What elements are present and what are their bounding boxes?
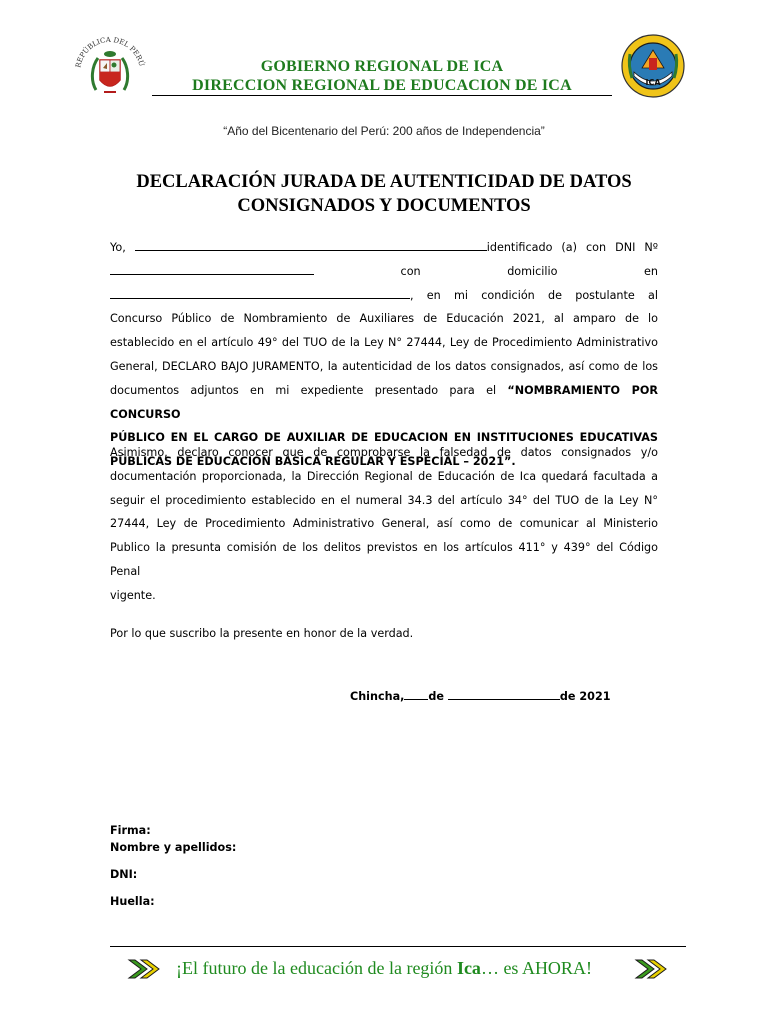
address-blank[interactable] (110, 286, 410, 299)
declaration-paragraph (110, 236, 658, 474)
header-line-2: DIRECCION REGIONAL DE EDUCACION DE ICA (192, 77, 572, 94)
svg-text:REPÚBLICA DEL PERÚ: REPÚBLICA DEL PERÚ (74, 36, 146, 69)
footer-slogan: ¡El futuro de la educación de la región Ica… es AHORA! (176, 958, 592, 978)
header-line-1: GOBIERNO REGIONAL DE ICA (260, 58, 504, 75)
double-chevron-right-icon (127, 958, 161, 980)
p1-line-8: PÚBLICO EN EL CARGO DE AUXILIAR DE EDUCACION EN INSTITUCIONES EDUCATIVAS (110, 431, 658, 445)
p2-line-2: documentación proporcionada, la Dirección Regional de Educación de Ica quedará facultada a (110, 469, 658, 483)
month-blank[interactable] (448, 687, 560, 700)
dni-label: DNI: (110, 868, 138, 881)
drei-ica-seal-logo (618, 32, 688, 100)
footer-divider (110, 946, 686, 947)
p2-line-3: seguir el procedimiento establecido en el numeral 34.3 del artículo 34° del TUO de la Ley N° (110, 493, 658, 507)
signature-label: Firma: (110, 824, 151, 837)
p1-line-5: establecido en el artículo 49° del TUO de la Ley N° 27444, Ley de Procedimiento Administrativo (110, 336, 658, 350)
p1-line-7: documentos adjuntos en mi expediente presentado para el “NOMBRAMIENTO POR CONCURSO (110, 383, 658, 421)
p1-line-4: Concurso Público de Nombramiento de Auxiliares de Educación 2021, al amparo de lo (110, 312, 658, 326)
p1-line-3: , en mi condición de postulante al (110, 284, 658, 308)
fingerprint-label: Huella: (110, 895, 155, 908)
p2-line-5: Publico la presunta comisión de los delitos previstos en los artículos 411° y 439° del Código Penal (110, 541, 658, 578)
full-name-label: Nombre y apellidos: (110, 841, 237, 854)
year-motto: “Año del Bicentenario del Perú: 200 años de Independencia” (223, 124, 545, 138)
p1-line-9: PÚBLICAS DE EDUCACIÓN BASICA REGULAR Y ESPECIAL – 2021”. (110, 455, 516, 469)
dni-blank[interactable] (110, 262, 314, 275)
day-blank[interactable] (404, 687, 428, 700)
p2-line-4: 27444, Ley de Procedimiento Administrativo General, así como de comunicar al Ministerio (110, 517, 658, 531)
header-divider (152, 95, 612, 96)
p1-line-6: General, DECLARO BAJO JURAMENTO, la autenticidad de los datos consignados, así como de los (110, 359, 658, 373)
p2-line-1: Asimismo, declaro conocer que de comprobarse la falsedad de datos consignados y/o (110, 446, 658, 459)
title-line-1: DECLARACIÓN JURADA DE AUTENTICIDAD DE DATOS (136, 172, 632, 192)
document-title (90, 170, 678, 218)
acknowledgement-paragraph (110, 441, 658, 608)
name-blank[interactable] (135, 238, 487, 251)
date-line: Chincha, de de 2021 (350, 685, 611, 709)
peru-coat-of-arms-logo (70, 36, 150, 102)
closing-paragraph: Por lo que suscribo la presente en honor de la verdad. (110, 627, 414, 640)
p2-line-6: vigente. (110, 588, 156, 602)
title-line-2: CONSIGNADOS Y DOCUMENTOS (237, 196, 531, 216)
p1-line-2: con domicilio en (110, 260, 658, 284)
svg-text:ICA: ICA (645, 78, 661, 87)
p1-line-1: Yo, identificado (a) con DNI Nº (110, 236, 658, 260)
double-chevron-right-icon (634, 958, 668, 980)
